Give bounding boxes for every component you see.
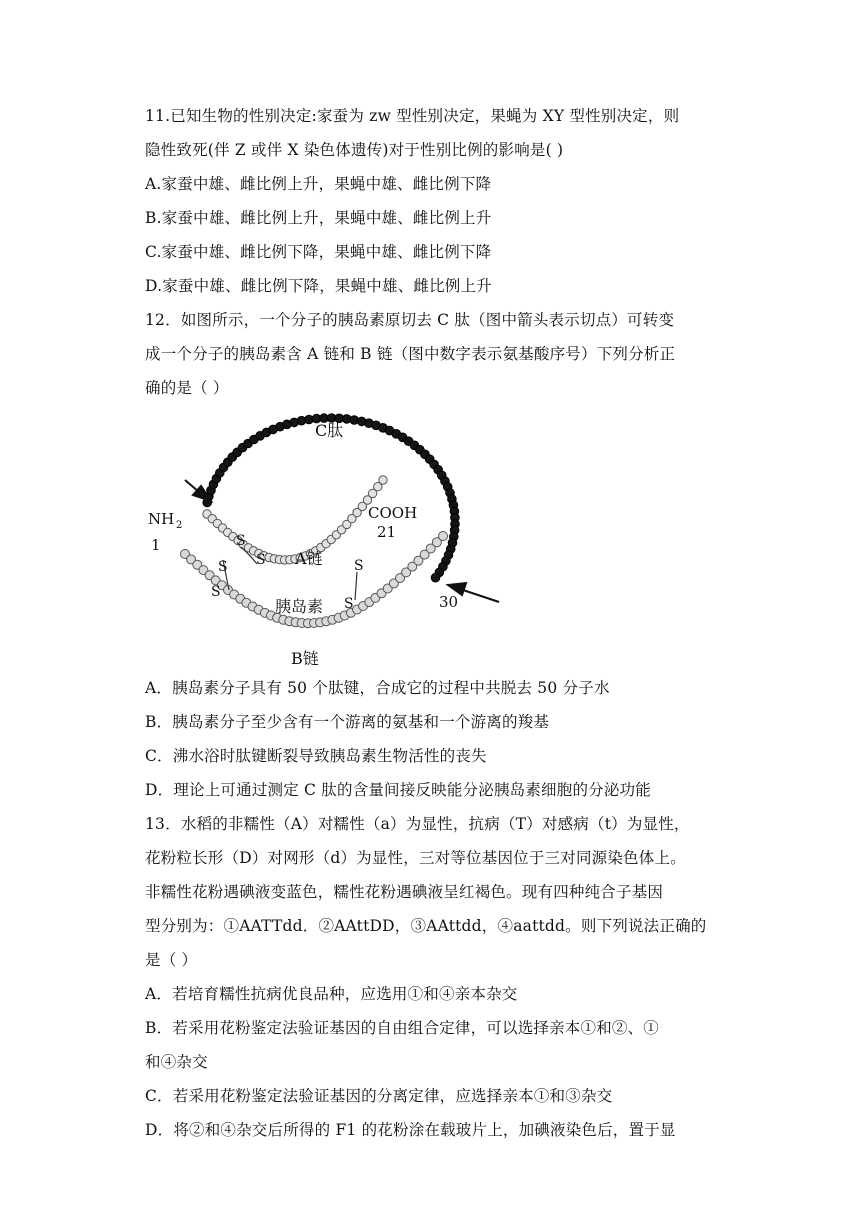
sulfur-label-5: S bbox=[211, 584, 221, 600]
q13-option-d: D．将②和④杂交后所得的 F1 的花粉涂在载玻片上，加碘液染色后，置于显 bbox=[145, 1121, 676, 1139]
q11-option-a: A.家蚕中雄、雌比例上升，果蝇中雄、雌比例下降 bbox=[145, 175, 492, 193]
q12-option-b: B．胰岛素分子至少含有一个游离的氨基和一个游离的羧基 bbox=[145, 713, 550, 731]
proinsulin-figure bbox=[145, 404, 505, 670]
q13-stem-line1: 13．水稻的非糯性（A）对糯性（a）为显性，抗病（T）对感病（t）为显性， bbox=[145, 815, 690, 833]
q11-option-d: D.家蚕中雄、雌比例下降，果蝇中雄、雌比例上升 bbox=[145, 277, 492, 295]
a-chain-bead bbox=[379, 476, 387, 484]
insulin-label: 胰岛素 bbox=[275, 597, 324, 616]
c-peptide-bead bbox=[431, 573, 440, 582]
sulfur-label-4: S bbox=[354, 558, 364, 574]
q11-stem-line2: 隐性致死(伴 Z 或伴 X 染色体遗传)对于性别比例的影响是( ) bbox=[145, 141, 564, 159]
q13-option-c: C．若采用花粉鉴定法验证基因的分离定律，应选择亲本①和③杂交 bbox=[145, 1087, 613, 1105]
q12-stem-line1: 12．如图所示，一个分子的胰岛素原切去 C 肽（图中箭头表示切点）可转变 bbox=[145, 311, 675, 329]
q11-option-b: B.家蚕中雄、雌比例上升，果蝇中雄、雌比例上升 bbox=[145, 209, 492, 227]
q12-stem-line2: 成一个分子的胰岛素含 A 链和 B 链（图中数字表示氨基酸序号）下列分析正 bbox=[145, 345, 676, 363]
b-chain-bead bbox=[439, 532, 448, 541]
c-peptide-label: C肽 bbox=[315, 421, 344, 440]
sulfur-label-2: S bbox=[256, 552, 266, 568]
q13-option-a: A．若培育糯性抗病优良品种，应选用①和④亲本杂交 bbox=[145, 985, 518, 1003]
nh2-label: NH bbox=[148, 510, 175, 528]
q12-stem-line3: 确的是（ ） bbox=[145, 379, 229, 397]
proinsulin-diagram bbox=[145, 404, 505, 670]
b-chain-end-number: 30 bbox=[439, 593, 459, 611]
nh2-subscript: 2 bbox=[176, 520, 183, 531]
q13-stem-line4: 型分别为：①AATTdd．②AAttDD，③AAttdd，④aattdd。则下列说法正确的 bbox=[145, 917, 707, 935]
q12-option-a: A．胰岛素分子具有 50 个肽键，合成它的过程中共脱去 50 分子水 bbox=[145, 679, 610, 697]
q12-option-c: C．沸水浴时肽键断裂导致胰岛素生物活性的丧失 bbox=[145, 747, 487, 765]
q12-option-d: D．理论上可通过测定 C 肽的含量间接反映能分泌胰岛素细胞的分泌功能 bbox=[145, 781, 651, 799]
sulfur-label-6: S bbox=[344, 596, 354, 612]
b-chain-label: B链 bbox=[291, 649, 319, 668]
cooh-label: COOH bbox=[368, 504, 418, 522]
q11-stem-line1: 11.已知生物的性别决定:家蚕为 zw 型性别决定，果蝇为 XY 型性别决定，则 bbox=[145, 107, 680, 125]
a-chain-label: A链 bbox=[295, 549, 323, 568]
q13-option-b-line1: B．若采用花粉鉴定法验证基因的自由组合定律，可以选择亲本①和②、① bbox=[145, 1019, 659, 1037]
sulfur-label-1: S bbox=[236, 533, 246, 549]
q11-option-c: C.家蚕中雄、雌比例下降，果蝇中雄、雌比例下降 bbox=[145, 243, 492, 261]
q13-option-b-line2: 和④杂交 bbox=[145, 1053, 208, 1071]
a-chain-end-number: 21 bbox=[377, 523, 397, 541]
q13-stem-line2: 花粉粒长形（D）对网形（d）为显性，三对等位基因位于三对同源染色体上。 bbox=[145, 849, 686, 867]
q13-stem-line3: 非糯性花粉遇碘液变蓝色，糯性花粉遇碘液呈红褐色。现有四种纯合子基因 bbox=[145, 883, 664, 901]
sulfur-label-3: S bbox=[218, 559, 228, 575]
b-chain-start-number: 1 bbox=[151, 536, 161, 554]
disulfide-bond-2 bbox=[355, 572, 357, 600]
q13-stem-line5: 是（ ） bbox=[145, 951, 198, 969]
disulfide-bonds bbox=[223, 547, 357, 600]
